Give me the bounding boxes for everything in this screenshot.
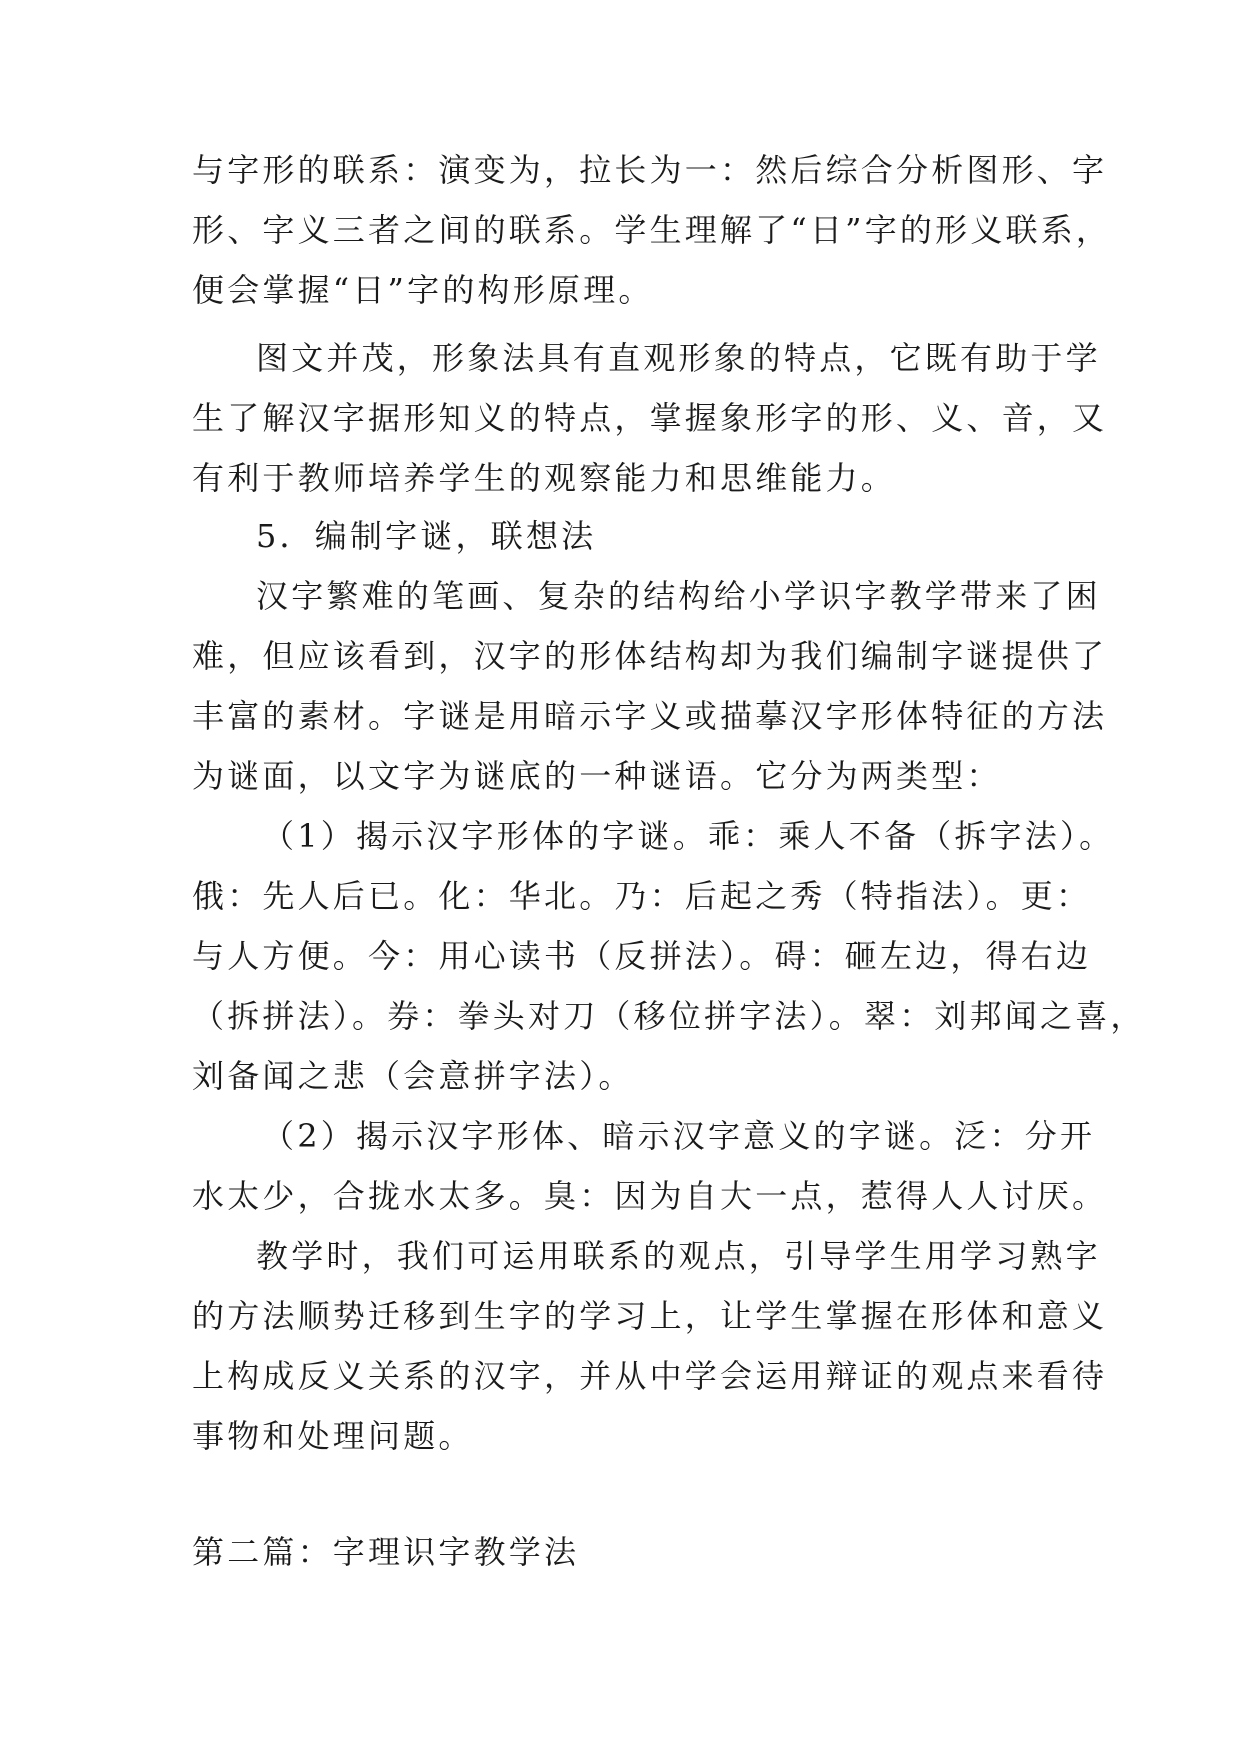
paragraph-line: 俄：先人后已。化：华北。乃：后起之秀（特指法）。更： (192, 877, 1092, 915)
section-heading: 5．编制字谜，联想法 (256, 517, 597, 555)
paragraph-line: 丰富的素材。字谜是用暗示字义或描摹汉字形体特征的方法 (192, 697, 1108, 735)
paragraph-line: （拆拼法）。券：拳头对刀（移位拼字法）。翠：刘邦闻之喜， (192, 997, 1146, 1035)
paragraph-line: （2）揭示汉字形体、暗示汉字意义的字谜。泛：分开 (262, 1117, 1096, 1155)
chapter-title: 第二篇：字理识字教学法 (192, 1533, 580, 1571)
paragraph-line: 为谜面，以文字为谜底的一种谜语。它分为两类型： (192, 757, 1002, 795)
paragraph-line: 与字形的联系：演变为，拉长为一：然后综合分析图形、字 (192, 151, 1108, 189)
paragraph-line: 生了解汉字据形知义的特点，掌握象形字的形、义、音，又 (192, 399, 1108, 437)
paragraph-line: 事物和处理问题。 (192, 1417, 474, 1455)
paragraph-line: 教学时，我们可运用联系的观点，引导学生用学习熟字 (256, 1237, 1101, 1275)
paragraph-line: 与人方便。今：用心读书（反拼法）。碍：砸左边，得右边 (192, 937, 1092, 975)
paragraph-line: 上构成反义关系的汉字，并从中学会运用辩证的观点来看待 (192, 1357, 1108, 1395)
paragraph-line: （1）揭示汉字形体的字谜。乖：乘人不备（拆字法）。 (262, 817, 1115, 855)
paragraph-line: 难，但应该看到，汉字的形体结构却为我们编制字谜提供了 (192, 637, 1108, 675)
paragraph-line: 的方法顺势迁移到生字的学习上，让学生掌握在形体和意义 (192, 1297, 1108, 1335)
paragraph-line: 便会掌握“日”字的构形原理。 (192, 271, 654, 309)
paragraph-line: 图文并茂，形象法具有直观形象的特点，它既有助于学 (256, 339, 1101, 377)
paragraph-line: 汉字繁难的笔画、复杂的结构给小学识字教学带来了困 (256, 577, 1101, 615)
paragraph-line: 形、字义三者之间的联系。学生理解了“日”字的形义联系， (192, 211, 1112, 249)
paragraph-line: 刘备闻之悲（会意拼字法）。 (192, 1057, 634, 1095)
paragraph-line: 有利于教师培养学生的观察能力和思维能力。 (192, 459, 897, 497)
paragraph-line: 水太少，合拢水太多。臭：因为自大一点，惹得人人讨厌。 (192, 1177, 1108, 1215)
